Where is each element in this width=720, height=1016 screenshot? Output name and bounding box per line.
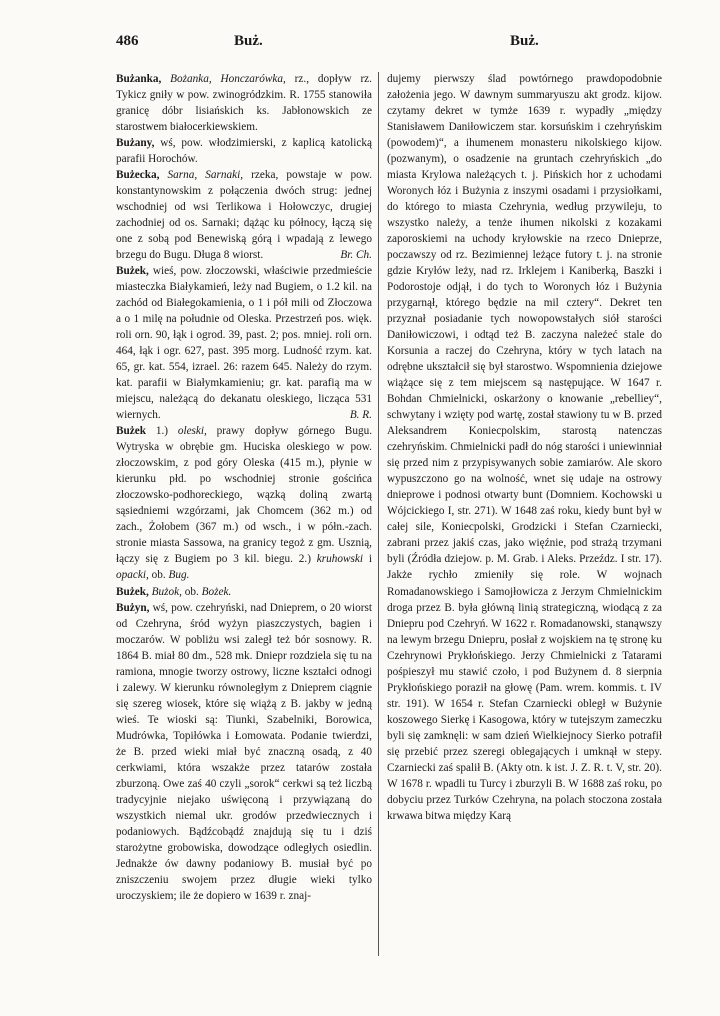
dictionary-entry xyxy=(116,600,372,904)
entry-headword: Bużyn, xyxy=(116,601,150,614)
left-running-title: Buż. xyxy=(234,33,263,49)
right-column xyxy=(387,71,662,824)
entry-text: prawy dopływ górnego Bugu. Wytryska w obrębie gm. Huciska oleskiego w pow. złoczowskim, z pod góry Oleska (415 m.), płynie w kierunku płd. po wschodniej stronie gościńca złoczowsko-podhoreckiego, wązką doliną zwartą sąsiedniemi wzgórzami, jak Chomcem (362 m.) od zach., Żołobem (367 m.) od wsch., i w półn.-zach. stronie miasta Sassowa, na granicy tegoż z gm. Usznią, łączy się z Bugiem po 3 kil. biegu. 2.) xyxy=(116,425,373,566)
author-signature: Br. Ch. xyxy=(340,249,372,262)
dictionary-entry xyxy=(387,71,662,824)
entry-text: i xyxy=(363,553,372,566)
entry-italic-text: Bożanka, Honczarówka, xyxy=(170,73,286,85)
entry-headword: Bużek xyxy=(116,425,147,438)
entry-italic-text: oleski, xyxy=(177,425,207,438)
entry-headword: Bużany, xyxy=(116,137,155,150)
entry-headword: Bużek, xyxy=(116,265,149,278)
dictionary-entry xyxy=(116,167,372,263)
entry-italic-text: Bużok, xyxy=(151,585,182,598)
entry-text: 1.) xyxy=(146,425,178,438)
entry-italic-text: Bożek. xyxy=(201,585,232,598)
entry-italic-text: Sarna, Sarnaki, xyxy=(167,169,244,182)
entry-italic-text: kruhowski xyxy=(316,553,364,566)
page-number: 486 xyxy=(116,33,139,49)
entry-headword: Bużanka, xyxy=(116,73,162,85)
entry-headword: Bużecka, xyxy=(116,169,160,182)
page-header xyxy=(0,33,720,53)
entry-text: dujemy pierwszy ślad powtórnego prawdopodobnie założenia jego. W dawnym summaryuszu akt grodz. kijow. czytamy dekret w tymże 1639 r. wypadły „między Stanisławem Daniłowiczem star. korsuńskim i czehryńskim (powodem)“, a ihumenem monasteru nikolskiego kijow. (pozwanym), o osadzenie na gruntach czehryńskich „do miasta Krylowa należących t. j. Pińskich hor z uchodami Woronych łóz i Bużynia z inszymi osadami i przysiołkami, do którego to miasta Czehrynia, według przywileju, to wszystko należy, a tenże ihumen nikolski z kozakami zaporoskiemi na uchody kryłowskie na rzeco Dnieprze, poczawszy od rz. Bezimiennej leżące futory t. j. na stronie gdzie Kryłów leży, nad rz. Irklejem i Kaniberką, Baszki i Podorostoje odjął, i do tych to Woronych łóz i Bużynia przygarnął, którego będzie na mil cztery“. Dekret ten przyznał posiadanie tych nowopowstałych siół starości Daniłowiczowi, i odtąd też B. zaczyna należeć stale do Korsunia a raczej do Czehryna, który w tych latach na odrębne ukształcił się był starostwo. Wspomnienia dziejowe wiążące się z tem miejscem są następujące. W 1647 r. Bohdan Chmielnicki, oskarżony o knowanie „rebelliey“, schwytany i wzięty pod wartę, został stawiony tu w B. przed Aleksandrem Koniecpolskim, starostą natenczas czehryńskim. Chmielnicki padł do nóg starości i uniewinniał się przed nim z przypisywanych sobie zamiarów. Ale skoro wypuszczono go na wolność, wnet się udaje na ostrowy dnieprowe i podnosi otwarty bunt (Domniem. Kochowski u Wójcickiego I, str. 271). W 1648 zaś roku, kiedy bunt był w całej sile, Koniecpolski, Grodzicki i Stefan Czarniecki, zabrani przez jakiś czas, jako więźnie, pod strażą trzymani byli (Źródła dziejow. p. M. Grab. i Aleks. Przeźdz. I str. 17). Jakże rychło zmieniły się role. W wojnach Romadanowskiego i Samojłowicza z Jerzym Chmielnickim droga przez B. była główną linią strategiczną, wiodącą z za Dniepru pod Czehryń. W 1622 r. Romadanowski, stanąwszy na lewym brzegu Dniepru, posłał z wojskiem na tę stronę ku Czehrynowi Prykłońskiego. Jerzy Chmielnicki z Tatarami pośpieszył mu stawić czoło, i pod Bużynem d. 8 sierpnia Prykłońskiego poraził na głowę (Pam. wrem. kommis. t. IV str. 191). W 1654 r. Stefan Czarniecki obległ w Bużynie koszowego Sierkę i Kasogowa, który w tutejszym zameczku byli się zamknęli: w sam dzień Wielkiejnocy Sierko potrafił się przebić przez szeregi oblegających i umknął w stepy. Czarniecki zaś spalił B. (Akty otn. k ist. J. Z. R. t. V, str. 20). W 1678 r. wpadli tu Turcy i zburzyli B. W 1688 zaś roku, po dobyciu przez Turków Czehryna, na polach stoczona została krwawa bitwa między Karą xyxy=(387,73,662,822)
entry-text xyxy=(159,169,167,181)
dictionary-entry xyxy=(116,584,372,600)
entry-text xyxy=(161,73,170,85)
entry-italic-text: Bug. xyxy=(168,569,190,582)
entry-text: wś, pow. włodzimierski, z kaplicą katolicką parafii Horochów. xyxy=(116,137,372,166)
author-signature: B. R. xyxy=(349,409,372,422)
right-running-title: Buż. xyxy=(510,33,539,49)
dictionary-entry xyxy=(116,423,372,583)
entry-headword: Bużek, xyxy=(116,585,149,598)
entry-text: ob. xyxy=(148,569,169,582)
entry-text: ob. xyxy=(181,585,202,598)
dictionary-entry xyxy=(116,71,372,135)
left-column xyxy=(116,71,372,904)
dictionary-entry xyxy=(116,135,372,167)
entry-italic-text: opacki, xyxy=(116,569,149,582)
dictionary-entry xyxy=(116,263,372,423)
column-divider xyxy=(378,72,379,956)
entry-text: rz., dopływ rz. Tykicz gniły w pow. zwinogródzkim. R. 1755 stanowiła granicę dóbr lisiańskich ks. Jabłonowskich ze starostwem białocerkiewskiem. xyxy=(116,73,372,134)
entry-text: wś, pow. czehryński, nad Dnieprem, o 20 wiorst od Czehryna, śród wyżyn piaszczystych, bagien i moczarów. W pobliżu wsi zaległ też bór sosnowy. R. 1864 B. miał 80 dm., 528 mk. Dniepr rozdziela się tu na ramiona, mnogie tworzy ostrowy, liczne kształci odnogi i zalewy. W kierunku równoległym z Dnieprem ciągnie się szereg wiosek, które się wiążą z B. jakby w jedną wieś. Te wioski są: Tiunki, Szabelniki, Borowica, Mudrówka, Topiłówka i Łomowata. Podanie twierdzi, że B. przed wieki miał być znaczną osadą, z 40 cerkwiami, która wszakże przez tatarów została zburzoną. Owe zaś 40 czyli „sorok“ cerkwi są też liczbą tradycyjnie niejako uświęconą i przywiązaną do wszystkich niemal ukr. grodów przedwiecznych i podaniowych. Bądźcobądź znajdują się tu i dziś starożytne grobowiska, dowodzące odległych osiedlin. Jednakże ów dawny podaniowy B. musiał być po zniszczeniu swojem przez długie wieki tylko uroczyskiem; ile że dopiero w 1639 r. znaj- xyxy=(116,601,372,902)
entry-text: rzeka, powstaje w pow. konstantynowskim z połączenia dwóch strug: jednej wschodniej od wsi Terlikowa i Hołowczyc, drugiej zachodniej od os. Sarnaki; dążąc ku północy, łączą się one z sobą pod Benewiską górą i wpadają z lewego brzegu do Bugu. Długa 8 wiorst. xyxy=(116,169,373,262)
entry-text: wieś, pow. złoczowski, właściwie przedmieście miasteczka Białykamień, leży nad Bugiem, o 1.2 kil. na zachód od Białegokamienia, o 1 i pół mili od Złoczowa a o 1 milę na południe od Oleska. Przestrzeń pos. więk. roli orn. 90, łąk i ogrod. 39, past. 2; pos. mniej. roli orn. 464, łąk i ogr. 627, past. 395 morg. Ludność rzym. kat. 65, gr. kat. 554, izrael. 26: razem 645. Należy do rzym. kat. parafii w Białymkamieniu; gr. kat. parafią ma w miejscu, należącą do dekanatu oleskiego, licząca 531 wiernych. xyxy=(116,265,372,422)
